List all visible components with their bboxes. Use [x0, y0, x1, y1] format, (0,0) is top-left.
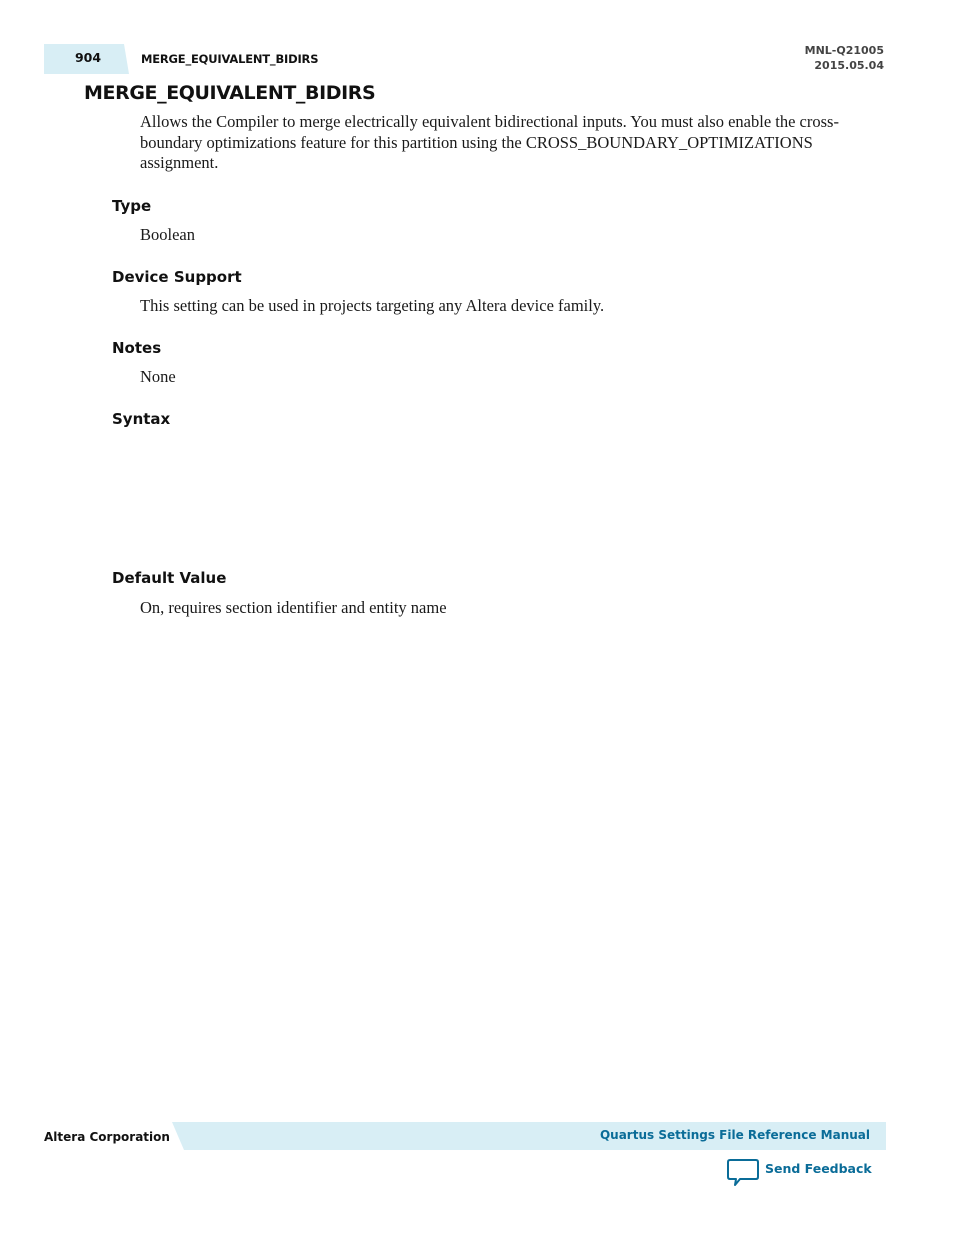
- footer-company: Altera Corporation: [44, 1130, 170, 1144]
- syntax-heading: Syntax: [112, 410, 171, 428]
- page-number: 904: [74, 50, 102, 65]
- speech-bubble-icon[interactable]: [727, 1158, 759, 1188]
- type-value: Boolean: [140, 225, 195, 244]
- section-description: Allows the Compiler to merge electrically equivalent bidirectional inputs. You must also enable the cross-boundary optimizations feature for this partition using the CROSS_BOUNDARY_OPTIMIZATIONS assignment.: [140, 112, 839, 172]
- notes-value: None: [140, 367, 176, 386]
- running-title: MERGE_EQUIVALENT_BIDIRS: [141, 52, 319, 66]
- device-support-value: This setting can be used in projects targeting any Altera device family.: [140, 296, 605, 315]
- send-feedback-link[interactable]: Send Feedback: [765, 1161, 872, 1176]
- type-heading: Type: [112, 197, 152, 215]
- doc-date: 2015.05.04: [814, 59, 884, 72]
- doc-id: MNL-Q21005: [804, 44, 884, 57]
- doc-meta: [805, 43, 884, 73]
- notes-heading: Notes: [112, 339, 162, 357]
- section-title: MERGE_EQUIVALENT_BIDIRS: [84, 82, 376, 104]
- footer-manual-link[interactable]: Quartus Settings File Reference Manual: [599, 1128, 870, 1142]
- default-value-heading: Default Value: [112, 569, 227, 587]
- default-value-text: On, requires section identifier and entity name: [140, 598, 447, 617]
- device-support-heading: Device Support: [112, 268, 242, 286]
